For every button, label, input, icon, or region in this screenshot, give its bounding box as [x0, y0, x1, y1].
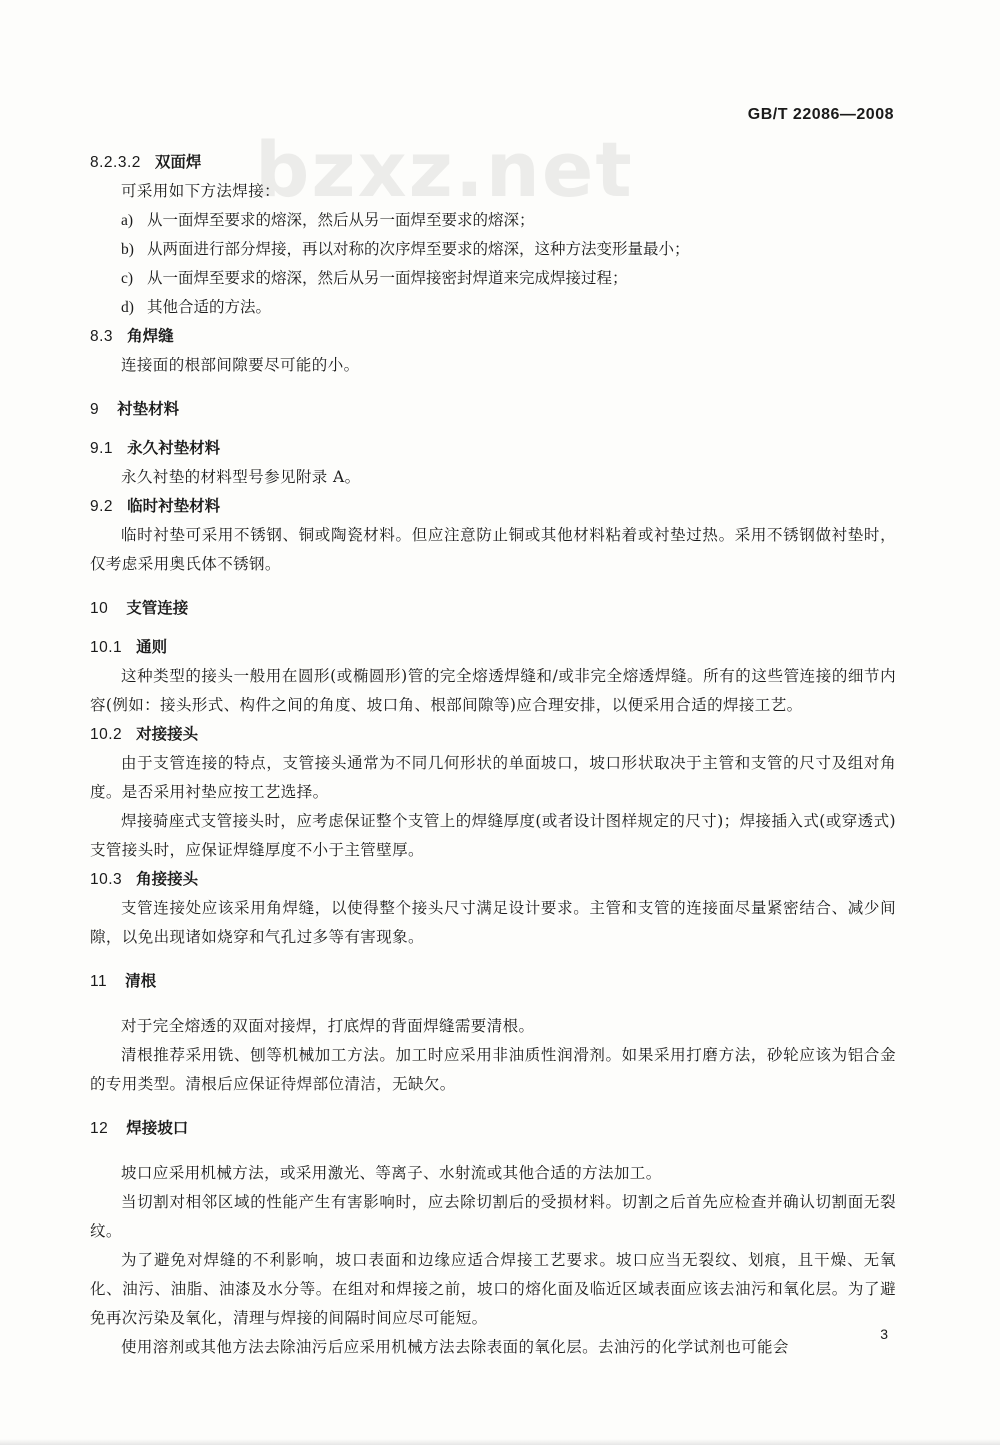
heading-8-2-3-2 — [90, 148, 896, 177]
chapter-number: 12 — [90, 1120, 109, 1137]
section-number: 9.1 — [90, 440, 114, 457]
heading-8-3 — [90, 322, 896, 351]
paragraph: 可采用如下方法焊接： — [121, 182, 281, 200]
section-title: 通则 — [136, 638, 168, 656]
heading-10-1 — [90, 633, 896, 662]
section-title: 临时衬垫材料 — [127, 497, 221, 515]
list-marker: a) — [121, 212, 134, 229]
paragraph: 当切割对相邻区域的性能产生有害影响时，应去除切割后的受损材料。切割之后首先应检查并确认切割面无裂纹。 — [90, 1193, 896, 1240]
heading-11 — [90, 964, 896, 998]
document-body — [90, 148, 896, 1362]
paragraph: 清根推荐采用铣、刨等机械加工方法。加工时应采用非油质性润滑剂。如果采用打磨方法，砂轮应该为铝合金的专用类型。清根后应保证待焊部位清洁，无缺欠。 — [90, 1046, 896, 1093]
list-text: 从一面焊至要求的熔深，然后从另一面焊接密封焊道来完成焊接过程； — [147, 269, 628, 287]
list-item — [90, 264, 896, 293]
watermark: bzxz.net — [255, 125, 634, 214]
section-title: 对接接头 — [136, 725, 199, 743]
section-number: 8.3 — [90, 328, 114, 345]
list-text: 其他合适的方法。 — [147, 298, 272, 316]
chapter-title: 清根 — [125, 972, 157, 990]
heading-10 — [90, 591, 896, 625]
chapter-title: 焊接坡口 — [126, 1119, 189, 1137]
section-number: 8.2.3.2 — [90, 154, 141, 171]
list-item — [90, 206, 896, 235]
page-edge — [0, 1439, 1000, 1445]
section-number: 10.2 — [90, 726, 123, 743]
paragraph: 为了避免对焊缝的不利影响，坡口表面和边缘应适合焊接工艺要求。坡口应当无裂纹、划痕，且干燥、无氧化、油污、油脂、油漆及水分等。在组对和焊接之前，坡口的熔化面及临近区域表面应该去油污和氧化层。为了避免再次污染及氧化，清理与焊接的间隔时间应尽可能短。 — [90, 1251, 896, 1327]
list-text: 从一面焊至要求的熔深，然后从另一面焊至要求的熔深； — [147, 211, 535, 229]
paragraph: 永久衬垫的材料型号参见附录 A。 — [121, 468, 361, 486]
heading-10-3 — [90, 865, 896, 894]
paragraph: 由于支管连接的特点，支管接头通常为不同几何形状的单面坡口，坡口形状取决于主管和支管的尺寸及组对角度。是否采用衬垫应按工艺选择。 — [90, 754, 896, 801]
paragraph: 对于完全熔透的双面对接焊，打底焊的背面焊缝需要清根。 — [121, 1017, 535, 1035]
page-number: 3 — [880, 1326, 888, 1342]
list-item — [90, 293, 896, 322]
heading-9-1 — [90, 434, 896, 463]
paragraph: 支管连接处应该采用角焊缝，以使得整个接头尺寸满足设计要求。主管和支管的连接面尽量紧密结合、减少间隙，以免出现诸如烧穿和气孔过多等有害现象。 — [90, 899, 896, 946]
heading-9-2 — [90, 492, 896, 521]
chapter-title: 支管连接 — [126, 599, 189, 617]
chapter-number: 9 — [90, 401, 100, 418]
paragraph: 连接面的根部间隙要尽可能的小。 — [121, 356, 360, 374]
list-marker: b) — [121, 241, 134, 258]
heading-10-2 — [90, 720, 896, 749]
section-title: 角焊缝 — [127, 327, 174, 345]
section-title: 角接接头 — [136, 870, 199, 888]
list-marker: d) — [121, 299, 134, 316]
section-number: 9.2 — [90, 498, 114, 515]
section-title: 永久衬垫材料 — [127, 439, 221, 457]
standard-code: GB/T 22086—2008 — [747, 106, 894, 123]
paragraph: 焊接骑座式支管接头时，应考虑保证整个支管上的焊缝厚度(或者设计图样规定的尺寸)；焊接插入式(或穿透式)支管接头时，应保证焊缝厚度不小于主管壁厚。 — [90, 812, 896, 859]
section-number: 10.1 — [90, 639, 123, 656]
list-text: 从两面进行部分焊接，再以对称的次序焊至要求的熔深，这种方法变形量最小； — [147, 240, 690, 258]
list-item — [90, 235, 896, 264]
section-number: 10.3 — [90, 871, 123, 888]
chapter-title: 衬垫材料 — [117, 400, 180, 418]
paragraph: 这种类型的接头一般用在圆形(或椭圆形)管的完全熔透焊缝和/或非完全熔透焊缝。所有的这些管连接的细节内容(例如：接头形式、构件之间的角度、坡口角、根部间隙等)应合理安排，以便采用合适的焊接工艺。 — [90, 667, 896, 714]
chapter-number: 10 — [90, 600, 109, 617]
section-title: 双面焊 — [154, 153, 202, 171]
chapter-number: 11 — [90, 973, 108, 990]
heading-12 — [90, 1111, 896, 1145]
paragraph: 临时衬垫可采用不锈钢、铜或陶瓷材料。但应注意防止铜或其他材料粘着或衬垫过热。采用不锈钢做衬垫时，仅考虑采用奥氏体不锈钢。 — [90, 526, 896, 573]
paragraph: 坡口应采用机械方法，或采用激光、等离子、水射流或其他合适的方法加工。 — [121, 1164, 662, 1182]
paragraph: 使用溶剂或其他方法去除油污后应采用机械方法去除表面的氧化层。去油污的化学试剂也可能会 — [121, 1338, 789, 1356]
list-marker: c) — [121, 270, 134, 287]
heading-9 — [90, 392, 896, 426]
